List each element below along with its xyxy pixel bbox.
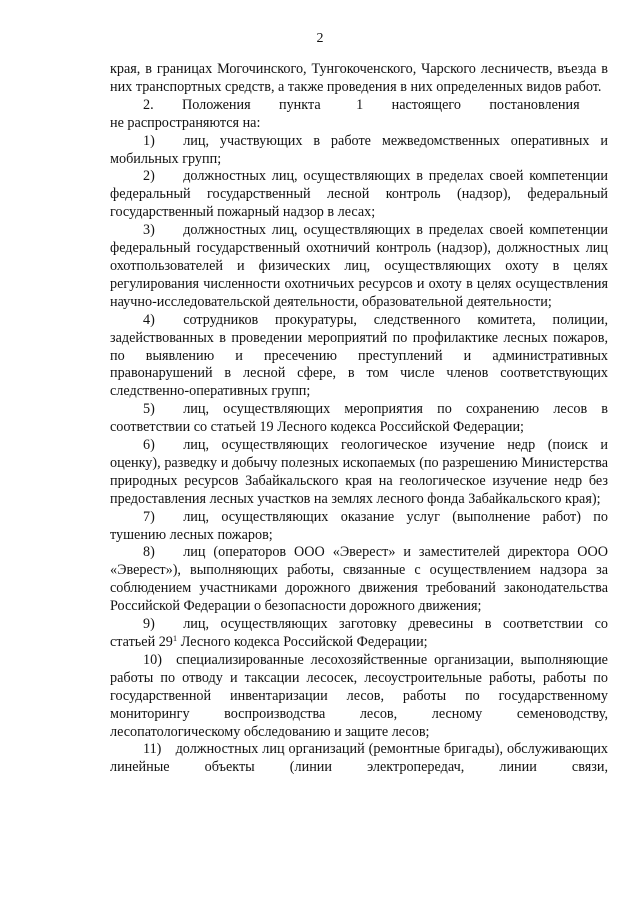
list-item-10: 10) специализированные лесохозяйственные организации, выполняющие работы по отводу и таксации лесосек, лесоустроительные работы, работы по государственной инвентаризации лесов, работы по государственному мониторингу воспроизводства лесов, лесному семеноводству, лесопатологическому обследованию и защите лесов; [110, 651, 608, 740]
document-body [110, 61, 608, 777]
page-number: 2 [316, 31, 324, 46]
paragraph-clause-2: 2. Положения пункта 1 настоящего постановления не распространяются на: [110, 96, 608, 131]
list-item-6: 6) лиц, осуществляющих геологическое изучение недр (поиск и оценку), разведку и добычу полезных ископаемых (по разрешению Министерства природных ресурсов Забайкальского края на геологическое изучение недр без предоставления лесных участков на землях лесного фонда Забайкальского края); [110, 437, 608, 507]
list-item-11: 11) должностных лиц организаций (ремонтные бригады), обслуживающих линейные объекты (линии электропередач, линии связи, [110, 741, 608, 776]
list-item-5: 5) лиц, осуществляющих мероприятия по сохранению лесов в соответствии со статьей 19 Лесного кодекса Российской Федерации; [110, 401, 608, 436]
list-item-9-tail: Лесного кодекса Российской Федерации; [177, 634, 428, 650]
list-item-8: 8) лиц (операторов ООО «Эверест» и заместителей директора ООО «Эверест»), выполняющих работы, связанные с осуществлением надзора за соблюдением участниками дорожного движения требований законодательства Российской Федерации о безопасности дорожного движения; [110, 544, 608, 615]
list-item-3: 3) должностных лиц, осуществляющих в пределах своей компетенции федеральный государственный охотничий контроль (надзор), должностных лиц охотпользователей и физических лиц, осуществляющих охоту в целях регулирования численности охотничьих ресурсов и охоту в целях осуществления научно-исследовательской деятельности, образовательной деятельности; [110, 222, 608, 310]
paragraph-intro-continuation: края, в границах Могочинского, Тунгокоченского, Чарского лесничеств, въезда в них транспортных средств, а также проведения в них определенных видов работ. [110, 61, 608, 95]
list-item-4: 4) сотрудников прокуратуры, следственного комитета, полиции, задействованных в проведении мероприятий по профилактике лесных пожаров, по выявлению и пресечению преступлений и административных правонарушений в лесной сфере, в том числе членов соответствующих следственно-оперативных групп; [110, 311, 608, 400]
list-item-2: 2) должностных лиц, осуществляющих в пределах своей компетенции федеральный государственный лесной контроль (надзор), федеральный государственный пожарный надзор в лесах; [110, 168, 608, 221]
list-item-9 [110, 616, 608, 652]
footnote-superscript: 1 [172, 633, 178, 643]
list-item-7: 7) лиц, осуществляющих оказание услуг (выполнение работ) по тушению лесных пожаров; [110, 508, 608, 543]
list-item-9-text: 9) лиц, осуществляющих заготовку древесины в соответствии со статьей 29 [110, 616, 608, 650]
list-item-1: 1) лиц, участвующих в работе межведомственных оперативных и мобильных групп; [110, 132, 608, 167]
